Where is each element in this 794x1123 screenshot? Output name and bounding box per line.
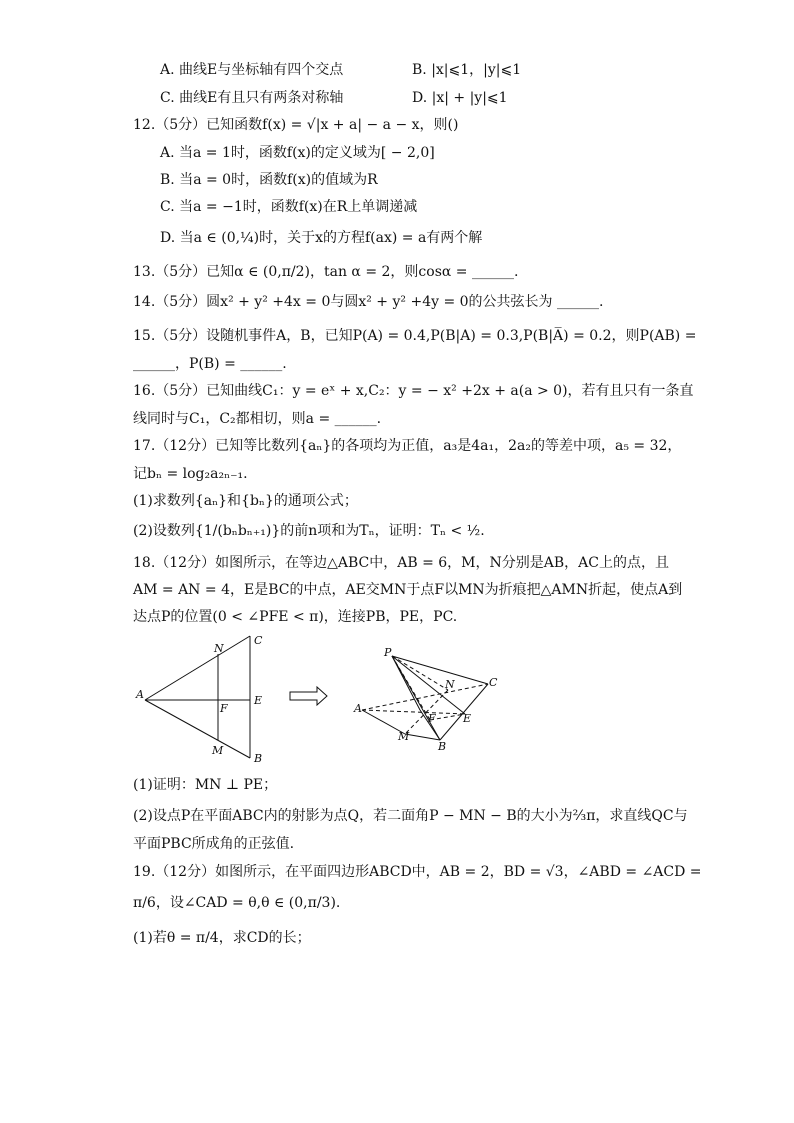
label-f: F: [220, 702, 228, 715]
q12-option-a: A. 当a = 1时，函数f(x)的定义域为[ − 2,0]: [160, 145, 435, 161]
q19-line-1: 19.（12分）如图所示，在平面四边形ABCD中，AB = 2，BD = √3，∠ABD = ∠ACD =: [133, 864, 702, 880]
q18-part-1: (1)证明：MN ⊥ PE；: [133, 777, 278, 793]
label-a2: A: [354, 702, 362, 715]
q17-part-2: (2)设数列{1/(bₙbₙ₊₁)}的前n项和为Tₙ，证明：Tₙ < ½.: [133, 523, 485, 539]
q12-option-c: C. 当a = −1时，函数f(x)在R上单调递减: [160, 199, 418, 215]
label-n: N: [214, 642, 224, 655]
q11-option-a: A. 曲线E与坐标轴有四个交点: [160, 62, 344, 78]
q18-line-1: 18.（12分）如图所示，在等边△ABC中，AB = 6，M，N分别是AB，AC上的点，且: [133, 555, 669, 571]
q18-part-2b: 平面PBC所成角的正弦值.: [133, 836, 295, 852]
label-e: E: [254, 694, 263, 707]
q17-part-1: (1)求数列{aₙ}和{bₙ}的通项公式；: [133, 493, 358, 509]
label-n2: N: [445, 678, 455, 691]
q12-option-d: D. 当a ∈ (0,¼)时，关于x的方程f(ax) = a有两个解: [160, 230, 483, 246]
label-e2: E: [463, 712, 472, 725]
q17-line-2: 记bₙ = log₂a₂ₙ₋₁.: [133, 466, 248, 482]
label-m2: M: [398, 730, 410, 743]
q15-line-1: 15.（5分）设随机事件A，B，已知P(A) = 0.4,P(B|A) = 0.3,P(B|A̅) = 0.2，则P(AB) =: [133, 328, 697, 344]
q14-text: 14.（5分）圆x² + y² +4x = 0与圆x² + y² +4y = 0的公共弦长为 ______.: [133, 294, 604, 310]
label-c: C: [254, 634, 263, 647]
q16-line-2: 线同时与C₁，C₂都相切，则a = ______.: [133, 411, 382, 427]
q18-part-2a: (2)设点P在平面ABC内的射影为点Q，若二面角P − MN − B的大小为⅔π，求直线QC与: [133, 808, 688, 824]
arrow-right-icon: [290, 687, 327, 705]
label-m: M: [212, 744, 224, 757]
q13-text: 13.（5分）已知α ∈ (0,π/2)，tan α = 2，则cosα = ______.: [133, 264, 519, 280]
label-c2: C: [489, 676, 498, 689]
label-a: A: [136, 688, 144, 701]
q11-option-d: D. |x| + |y|⩽1: [412, 90, 508, 106]
q19-part-1: (1)若θ = π/4，求CD的长；: [133, 930, 311, 946]
q17-line-1: 17.（12分）已知等比数列{aₙ}的各项均为正值，a₃是4a₁，2a₂的等差中项，a₅ = 32，: [133, 438, 682, 454]
label-p: P: [384, 646, 392, 659]
q12-option-b: B. 当a = 0时，函数f(x)的值域为R: [160, 172, 378, 188]
q15-line-2: ______，P(B) = ______.: [133, 356, 287, 372]
q18-figure: [130, 630, 510, 774]
q18-line-2: AM = AN = 4，E是BC的中点，AE交MN于点F以MN为折痕把△AMN折起，使点A到: [133, 582, 683, 598]
q11-option-c: C. 曲线E有且只有两条对称轴: [160, 90, 344, 106]
q19-line-2: π/6，设∠CAD = θ,θ ∈ (0,π/3).: [133, 895, 341, 911]
q11-option-b: B. |x|⩽1，|y|⩽1: [412, 62, 522, 78]
label-b: B: [254, 752, 263, 765]
label-f2: F: [428, 712, 436, 725]
q12-stem: 12.（5分）已知函数f(x) = √|x + a| − a − x，则(): [133, 117, 459, 133]
q16-line-1: 16.（5分）已知曲线C₁：y = eˣ + x,C₂：y = − x² +2x + a(a > 0)，若有且只有一条直: [133, 383, 694, 399]
label-b2: B: [438, 740, 447, 753]
q18-line-3: 达点P的位置(0 < ∠PFE < π)，连接PB，PE，PC.: [133, 609, 458, 625]
